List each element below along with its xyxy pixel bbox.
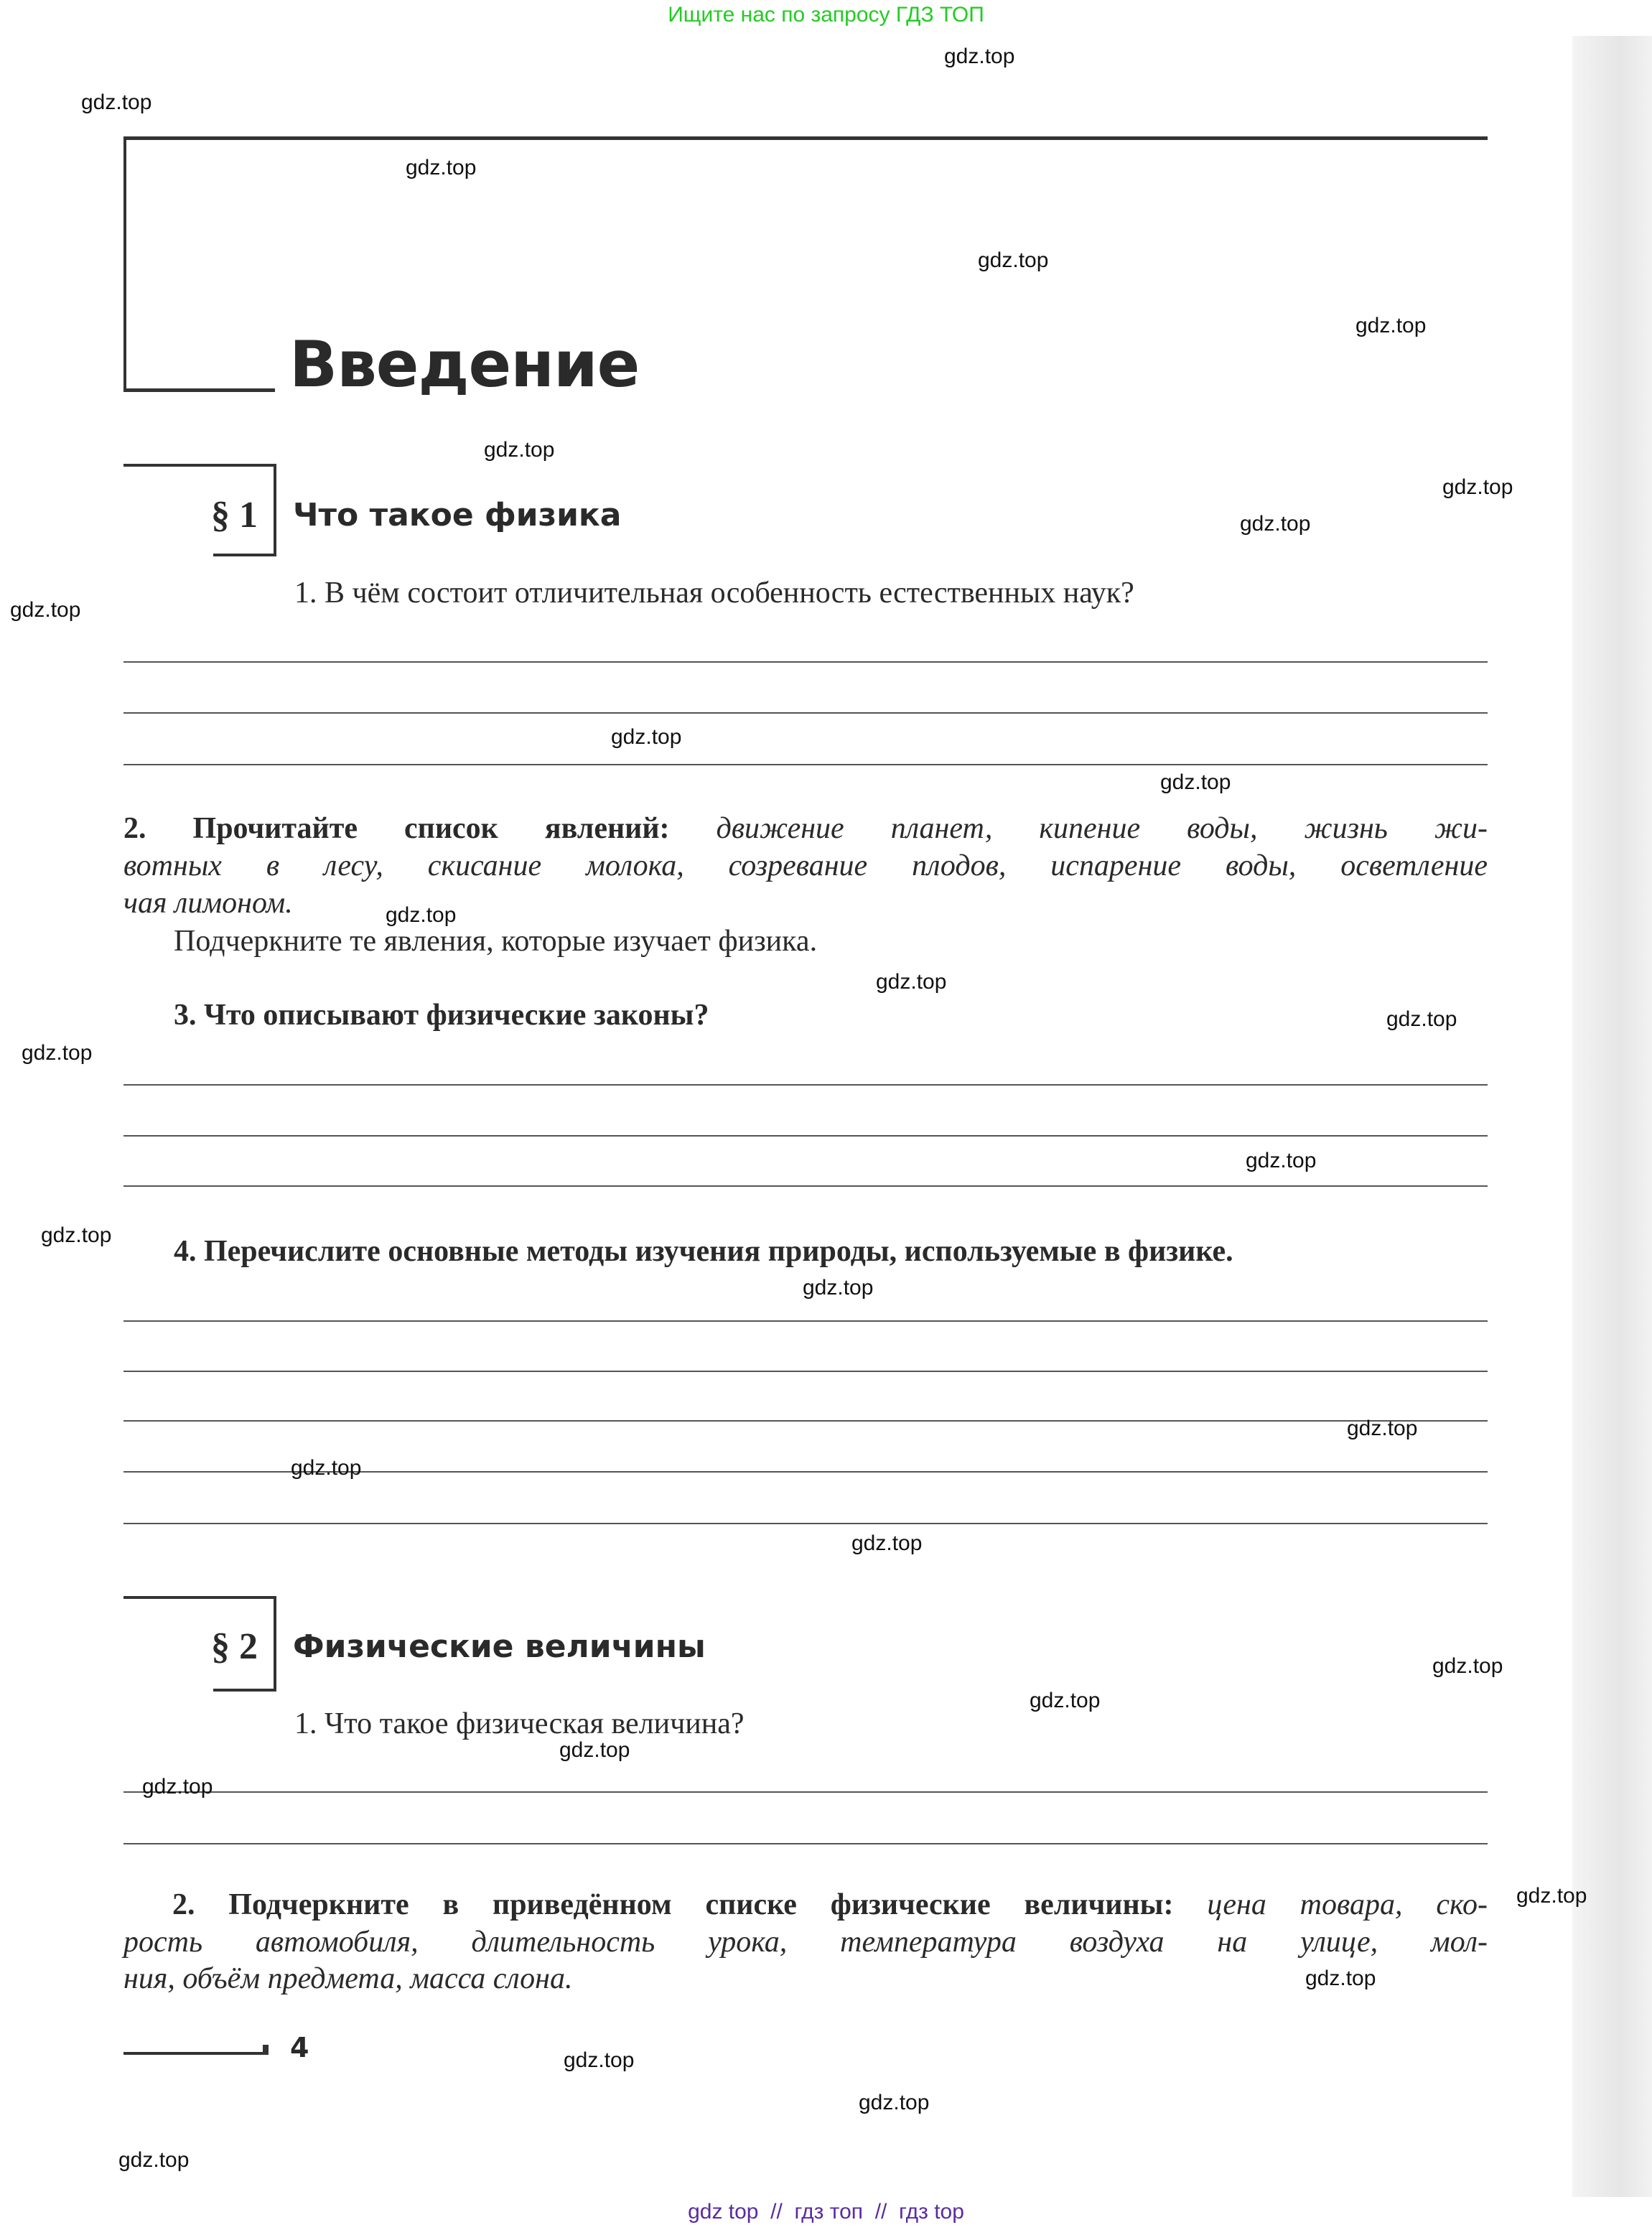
section2-number: § 2 bbox=[211, 1626, 258, 1667]
watermark: gdz.top bbox=[1030, 1689, 1101, 1712]
page-edge-shadow bbox=[1572, 36, 1652, 2197]
s1-question-1: 1. В чём состоит отличительная особенность естественных наук? bbox=[294, 577, 1134, 610]
watermark: gdz.top bbox=[859, 2091, 930, 2114]
q-phenomena: чая лимоном. bbox=[123, 887, 293, 920]
q-quantities: ния, объём предмета, масса слона. bbox=[123, 1962, 573, 1995]
answer-line[interactable] bbox=[123, 661, 1488, 663]
answer-line[interactable] bbox=[123, 1791, 1488, 1793]
section2-title: Физические величины bbox=[293, 1628, 706, 1665]
q-quantities: цена товара, ско- bbox=[1207, 1888, 1488, 1921]
watermark: gdz.top bbox=[41, 1223, 112, 1247]
watermark: gdz.top bbox=[118, 2148, 190, 2172]
watermark: gdz.top bbox=[1516, 1884, 1587, 1908]
watermark: gdz.top bbox=[1246, 1149, 1317, 1172]
watermark: gdz.top bbox=[22, 1041, 93, 1065]
chapter-frame-left bbox=[123, 136, 126, 391]
watermark: gdz.top bbox=[876, 970, 947, 994]
section1-frame-bottom bbox=[213, 554, 276, 556]
watermark: gdz.top bbox=[564, 2048, 635, 2072]
page-number-rule bbox=[123, 2052, 267, 2055]
watermark: gdz.top bbox=[142, 1775, 213, 1799]
q-phenomena: вотных в лесу, скисание молока, созревание плодов, испарение воды, осветление bbox=[123, 849, 1488, 882]
s1-question-2-line bbox=[123, 810, 1488, 847]
watermark: gdz.top bbox=[559, 1738, 630, 1762]
watermark: gdz.top bbox=[611, 725, 682, 749]
answer-line[interactable] bbox=[123, 1135, 1488, 1137]
section2-frame-bottom bbox=[213, 1689, 276, 1692]
s2-question-1: 1. Что такое физическая величина? bbox=[294, 1707, 745, 1740]
watermark: gdz.top bbox=[10, 598, 81, 622]
watermark: gdz.top bbox=[1386, 1007, 1457, 1031]
watermark: gdz.top bbox=[484, 438, 555, 462]
watermark: gdz.top bbox=[1347, 1417, 1418, 1440]
chapter-title: Введение bbox=[289, 327, 640, 401]
answer-line[interactable] bbox=[123, 712, 1488, 714]
s1-question-4: 4. Перечислите основные методы изучения природы, используемые в физике. bbox=[174, 1235, 1233, 1268]
section1-frame-top bbox=[123, 464, 276, 467]
watermark: gdz.top bbox=[291, 1456, 362, 1480]
watermark: gdz.top bbox=[1355, 314, 1427, 337]
q-label: 2. Подчеркните в приведённом списке физические величины: bbox=[172, 1888, 1208, 1921]
section1-number: § 1 bbox=[211, 495, 258, 536]
s1-question-2-line bbox=[123, 885, 293, 922]
section2-frame-top bbox=[123, 1596, 276, 1599]
answer-line[interactable] bbox=[123, 1420, 1488, 1422]
answer-line[interactable] bbox=[123, 1185, 1488, 1187]
header-banner[interactable]: Ищите нас по запросу ГДЗ ТОП bbox=[668, 3, 984, 27]
watermark: gdz.top bbox=[406, 156, 477, 179]
footer-banner[interactable]: gdz top // гдз топ // гдз top bbox=[688, 2200, 964, 2224]
watermark: gdz.top bbox=[1160, 770, 1231, 794]
s2-question-2-line bbox=[123, 1886, 1488, 1923]
watermark: gdz.top bbox=[1442, 475, 1513, 499]
answer-line[interactable] bbox=[123, 1084, 1488, 1086]
page-number-mark bbox=[263, 2045, 269, 2055]
s1-question-3: 3. Что описывают физические законы? bbox=[174, 999, 709, 1032]
section2-frame-right bbox=[274, 1596, 276, 1692]
answer-line[interactable] bbox=[123, 1843, 1488, 1844]
watermark: gdz.top bbox=[1305, 1967, 1376, 1990]
s2-question-2-line bbox=[123, 1923, 1488, 1961]
watermark: gdz.top bbox=[1432, 1654, 1503, 1678]
answer-line[interactable] bbox=[123, 1523, 1488, 1524]
q-label: 2. Прочитайте список явлений: bbox=[123, 812, 717, 845]
s1-question-2-line bbox=[123, 847, 1488, 885]
chapter-frame-top bbox=[123, 136, 1488, 140]
q-phenomena: движение планет, кипение воды, жизнь жи- bbox=[716, 812, 1488, 845]
chapter-frame-bottom bbox=[123, 388, 275, 392]
answer-line[interactable] bbox=[123, 1320, 1488, 1322]
answer-line[interactable] bbox=[123, 1371, 1488, 1372]
watermark: gdz.top bbox=[803, 1276, 874, 1300]
q-quantities: рость автомобиля, длительность урока, температура воздуха на улице, мол- bbox=[123, 1926, 1488, 1959]
watermark: gdz.top bbox=[978, 248, 1049, 272]
watermark: gdz.top bbox=[81, 90, 152, 114]
watermark: gdz.top bbox=[1240, 512, 1311, 536]
answer-line[interactable] bbox=[123, 764, 1488, 765]
section1-title: Что такое физика bbox=[293, 497, 622, 533]
watermark: gdz.top bbox=[386, 903, 457, 927]
watermark: gdz.top bbox=[944, 45, 1015, 68]
s2-question-2-line bbox=[123, 1960, 573, 1997]
watermark: gdz.top bbox=[851, 1531, 923, 1555]
section1-frame-right bbox=[274, 464, 276, 556]
s1-question-2-task: Подчеркните те явления, которые изучает физика. bbox=[174, 925, 818, 958]
page-number: 4 bbox=[290, 2032, 309, 2063]
